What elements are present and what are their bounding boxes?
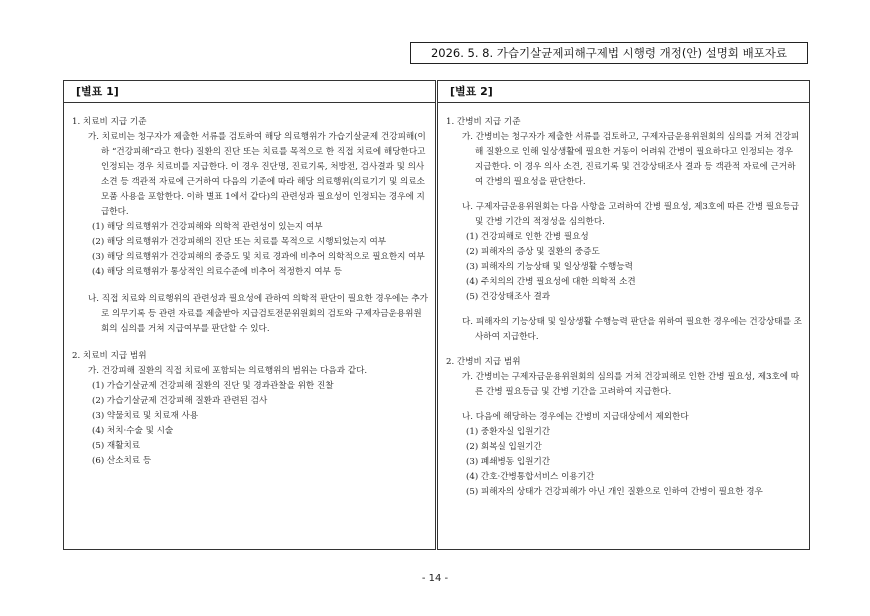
- list-item: (3) 해당 의료행위가 건강피해의 중증도 및 치료 경과에 비추어 의학적으로 필요한지 여부: [92, 252, 425, 262]
- paragraph: 가. 건강피해 질환의 직접 치료에 포함되는 의료행위의 범위는 다음과 같다.: [88, 366, 368, 376]
- list-item: (4) 해당 의료행위가 통상적인 의료수준에 비추어 적정한지 여부 등: [92, 267, 342, 277]
- list-item: (1) 중환자실 입원기간: [466, 427, 551, 437]
- list-item: (2) 피해자의 증상 및 질환의 중증도: [466, 247, 600, 257]
- list-item: (5) 재활치료: [92, 441, 141, 451]
- appendix-1-panel: [63, 80, 436, 550]
- list-item: (1) 해당 의료행위가 건강피해와 의학적 관련성이 있는지 여부: [92, 222, 323, 232]
- list-item: (2) 해당 의료행위가 건강피해의 진단 또는 치료를 목적으로 시행되었는지 여부: [92, 237, 387, 247]
- list-item: (4) 주치의의 간병 필요성에 대한 의학적 소견: [466, 277, 636, 287]
- list-item: (5) 피해자의 상태가 건강피해가 아닌 개인 질환으로 인하여 간병이 필요한 경우: [466, 487, 763, 497]
- list-item: (2) 회복실 입원기간: [466, 442, 542, 452]
- section-title: 2. 치료비 지급 범위: [72, 351, 147, 361]
- paragraph: 가. 치료비는 청구자가 제출한 서류를 검토하여 해당 의료행위가 가습기살균제 건강피해(이하 “건강피해”라고 한다) 질환의 진단 또는 치료를 목적으로 한 직접 치료에 해당한다고 인정되는 경우 치료비를 지급한다. 이 경우 진단명, 진료기록, 처방전, 검사결과 및 의사 소견 등 객관적 자료에 근거하여 다음의 기준에 따라 해당 의료행위(의료기기 및 의료소모품 사용을 포함한다. 이하 별표 1에서 같다)의 관련성과 필요성이 인정되는 경우에 지급한다.: [88, 132, 426, 217]
- appendix-1-title: [별표 1]: [64, 81, 435, 103]
- list-item: (1) 건강피해로 인한 간병 필요성: [466, 232, 589, 242]
- list-item: (3) 약물치료 및 치료재 사용: [92, 411, 199, 421]
- paragraph: 나. 구제자금운용위원회는 다음 사항을 고려하여 간병 필요성, 제3호에 따른 간병 필요등급 및 간병 기간의 적정성을 심의한다.: [462, 202, 800, 227]
- page-number: - 14 -: [421, 573, 449, 584]
- list-item: (4) 간호·간병통합서비스 이용기간: [466, 472, 595, 482]
- list-item: (5) 건강상태조사 결과: [466, 292, 551, 302]
- list-item: (1) 가습기살균제 건강피해 질환의 진단 및 경과관찰을 위한 진찰: [92, 381, 334, 391]
- list-item: (3) 피해자의 기능상태 및 일상생활 수행능력: [466, 262, 633, 272]
- paragraph: 나. 다음에 해당하는 경우에는 간병비 지급대상에서 제외한다: [462, 412, 689, 422]
- appendix-2-panel: [437, 80, 810, 550]
- paragraph: 나. 직접 치료와 의료행위의 관련성과 필요성에 관하여 의학적 판단이 필요한 경우에는 추가로 의무기록 등 관련 자료를 제출받아 지급검토전문위원회의 검토와 구제자금운용위원회의 심의를 거쳐 지급여부를 판단할 수 있다.: [88, 294, 428, 334]
- list-item: (2) 가습기살균제 건강피해 질환과 관련된 검사: [92, 396, 268, 406]
- list-item: (6) 산소치료 등: [92, 456, 152, 466]
- list-item: (3) 폐쇄병동 입원기간: [466, 457, 551, 467]
- section-title: 1. 간병비 지급 기준: [446, 117, 521, 127]
- paragraph: 가. 간병비는 청구자가 제출한 서류를 검토하고, 구제자금운용위원회의 심의를 거쳐 건강피해 질환으로 인해 일상생활에 필요한 거동이 어려워 간병이 필요하다고 인정되는 경우 지급한다. 이 경우 의사 소견, 진료기록 및 건강상태조사 결과 등 객관적 자료에 근거하여 간병의 필요성을 판단한다.: [462, 132, 800, 187]
- list-item: (4) 처치·수술 및 시술: [92, 426, 174, 436]
- section-title: 1. 치료비 지급 기준: [72, 117, 147, 127]
- paragraph: 가. 간병비는 구제자금운용위원회의 심의를 거쳐 건강피해로 인한 간병 필요성, 제3호에 따른 간병 필요등급 및 간병 기간을 고려하여 지급한다.: [462, 372, 800, 397]
- document-header: 2026. 5. 8. 가습기살균제피해구제법 시행령 개정(안) 설명회 배포자료: [410, 42, 808, 64]
- section-title: 2. 간병비 지급 범위: [446, 357, 521, 367]
- appendix-2-title: [별표 2]: [438, 81, 809, 103]
- paragraph: 다. 피해자의 기능상태 및 일상생활 수행능력 판단을 위하여 필요한 경우에는 건강상태를 조사하여 지급한다.: [462, 317, 802, 342]
